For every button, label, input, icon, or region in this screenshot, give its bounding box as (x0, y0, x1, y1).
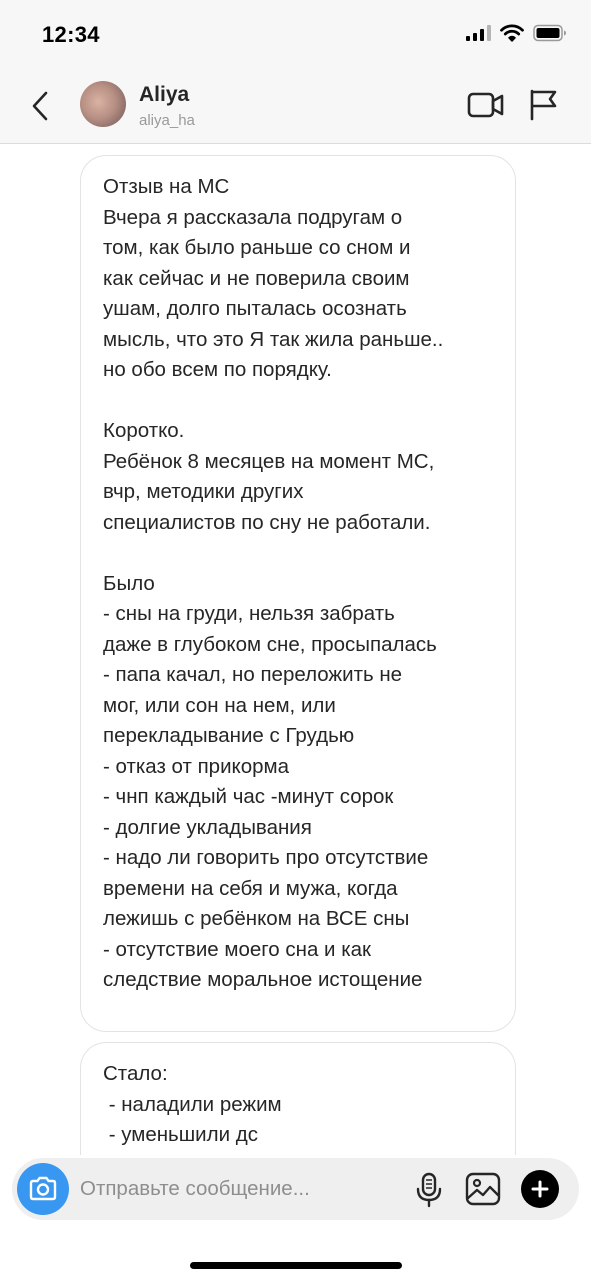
video-call-button[interactable] (466, 87, 506, 123)
message-line: ушам, долго пыталась осознать (103, 297, 407, 320)
camera-button[interactable] (17, 1163, 69, 1215)
status-time: 12:34 (42, 22, 100, 47)
message-line: Вчера я рассказала подругам о (103, 205, 403, 229)
chevron-left-icon (31, 91, 49, 121)
back-button[interactable] (22, 84, 58, 128)
home-indicator (190, 1262, 402, 1269)
message-line: - уменьшили дс (103, 1123, 258, 1146)
status-bar (0, 0, 591, 70)
plus-icon (530, 1179, 550, 1199)
message-line: как сейчас и не поверила своим (103, 266, 410, 290)
message-line: - отсутствие моего сна и как (103, 937, 371, 961)
message-composer (12, 1158, 579, 1220)
avatar[interactable] (80, 81, 126, 127)
message-line: следствие моральное истощение (103, 968, 423, 991)
message-line: но обо всем по порядку. (103, 358, 332, 381)
camera-icon (28, 1176, 58, 1202)
message-line: Коротко. (103, 419, 185, 442)
voice-message-button[interactable] (412, 1172, 446, 1208)
message-line: том, как было раньше со сном и (103, 236, 411, 259)
message-line: - папа качал, но переложить не (103, 663, 403, 686)
message-line: времени на себя и мужа, когда (103, 876, 398, 900)
flag-icon (527, 86, 561, 122)
message-line: специалистов по сну не работали. (103, 510, 431, 534)
message-bubble[interactable] (80, 155, 516, 1032)
chat-header (0, 70, 591, 144)
message-line: даже в глубоком сне, просыпалась (103, 632, 437, 656)
message-line: мог, или сон на нем, или (103, 693, 336, 717)
message-line: Стало: (103, 1062, 168, 1085)
wifi-icon (500, 24, 524, 42)
gallery-button[interactable] (464, 1171, 502, 1207)
message-line (103, 386, 493, 417)
message-line: - отказ от прикорма (103, 754, 290, 778)
message-line (103, 538, 493, 569)
message-line: - надо ли говорить про отсутствие (103, 846, 429, 869)
message-line: - сны на груди, нельзя забрать (103, 602, 395, 625)
message-line: - чнп каждый час -минут сорок (103, 785, 394, 808)
message-line: лежишь с ребёнком на ВСЕ сны (103, 907, 410, 930)
status-icons (466, 24, 567, 42)
battery-icon (533, 24, 567, 42)
username[interactable]: Aliya (139, 83, 190, 106)
message-line: Ребёнок 8 месяцев на момент МС, (103, 449, 435, 473)
message-input[interactable] (80, 1158, 400, 1220)
add-button[interactable] (521, 1170, 559, 1208)
message-line: вчр, методики других (103, 480, 304, 503)
message-bubble[interactable] (80, 1042, 516, 1155)
message-thread[interactable] (0, 145, 591, 1155)
message-line: Отзыв на МС (103, 175, 230, 198)
message-line: Было (103, 571, 155, 595)
signal-icon (466, 25, 491, 41)
video-camera-icon (466, 87, 506, 123)
message-line: - долгие укладывания (103, 815, 312, 839)
message-line: - наладили режим (103, 1092, 282, 1116)
gallery-icon (464, 1171, 502, 1207)
report-flag-button[interactable] (527, 86, 561, 122)
message-line: перекладывание с Грудью (103, 724, 355, 747)
message-line: мысль, что это Я так жила раньше.. (103, 327, 444, 351)
microphone-icon (412, 1172, 446, 1208)
user-handle: aliya_ha (139, 112, 195, 129)
